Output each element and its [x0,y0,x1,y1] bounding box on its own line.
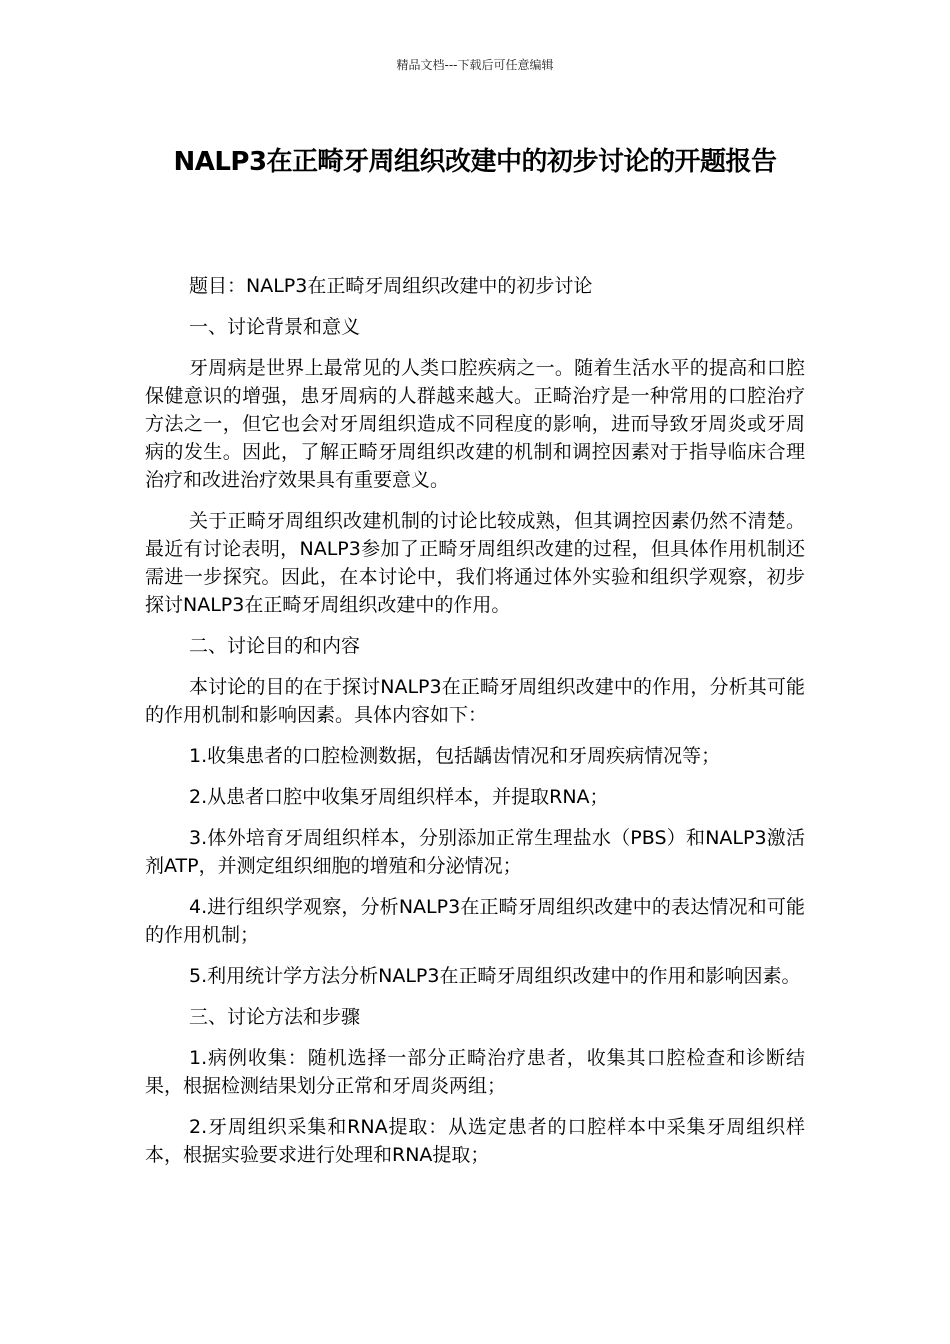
section-heading-methods: 三、讨论方法和步骤 [189,1006,361,1028]
list-item: 1.收集患者的口腔检测数据，包括龋齿情况和牙周疾病情况等； [189,745,721,767]
page-header: 精品文档---下载后可任意编辑 [396,58,554,72]
document-body [145,272,805,1182]
list-item: 5.利用统计学方法分析NALP3在正畸牙周组织改建中的作用和影响因素。 [189,965,801,987]
subject-line: 题目：NALP3在正畸牙周组织改建中的初步讨论 [189,275,593,297]
list-item: 3.体外培育牙周组织样本，分别添加正常生理盐水（PBS）和NALP3激活剂ATP，并测定组织细胞的增殖和分泌情况； [145,827,805,877]
list-item: 1.病例收集：随机选择一部分正畸治疗患者，收集其口腔检查和诊断结果，根据检测结果划分正常和牙周炎两组； [145,1047,805,1097]
section-heading-objectives: 二、讨论目的和内容 [189,635,361,657]
paragraph-objectives: 本讨论的目的在于探讨NALP3在正畸牙周组织改建中的作用，分析其可能的作用机制和影响因素。具体内容如下： [145,676,805,726]
document-title: NALP3在正畸牙周组织改建中的初步讨论的开题报告 [173,147,777,177]
section-heading-background: 一、讨论背景和意义 [189,316,361,338]
list-item: 2.从患者口腔中收集牙周组织样本，并提取RNA； [189,786,609,808]
list-item: 2.牙周组织采集和RNA提取：从选定患者的口腔样本中采集牙周组织样本，根据实验要求进行处理和RNA提取； [145,1116,805,1166]
paragraph-background-2: 关于正畸牙周组织改建机制的讨论比较成熟，但其调控因素仍然不清楚。最近有讨论表明，NALP3参加了正畸牙周组织改建的过程，但具体作用机制还需进一步探究。因此，在本讨论中，我们将通过体外实验和组织学观察，初步探讨NALP3在正畸牙周组织改建中的作用。 [145,510,805,616]
paragraph-background-1: 牙周病是世界上最常见的人类口腔疾病之一。随着生活水平的提高和口腔保健意识的增强，患牙周病的人群越来越大。正畸治疗是一种常用的口腔治疗方法之一，但它也会对牙周组织造成不同程度的影响，进而导致牙周炎或牙周病的发生。因此，了解正畸牙周组织改建的机制和调控因素对于指导临床合理治疗和改进治疗效果具有重要意义。 [145,357,805,491]
list-item: 4.进行组织学观察，分析NALP3在正畸牙周组织改建中的表达情况和可能的作用机制； [145,896,805,946]
